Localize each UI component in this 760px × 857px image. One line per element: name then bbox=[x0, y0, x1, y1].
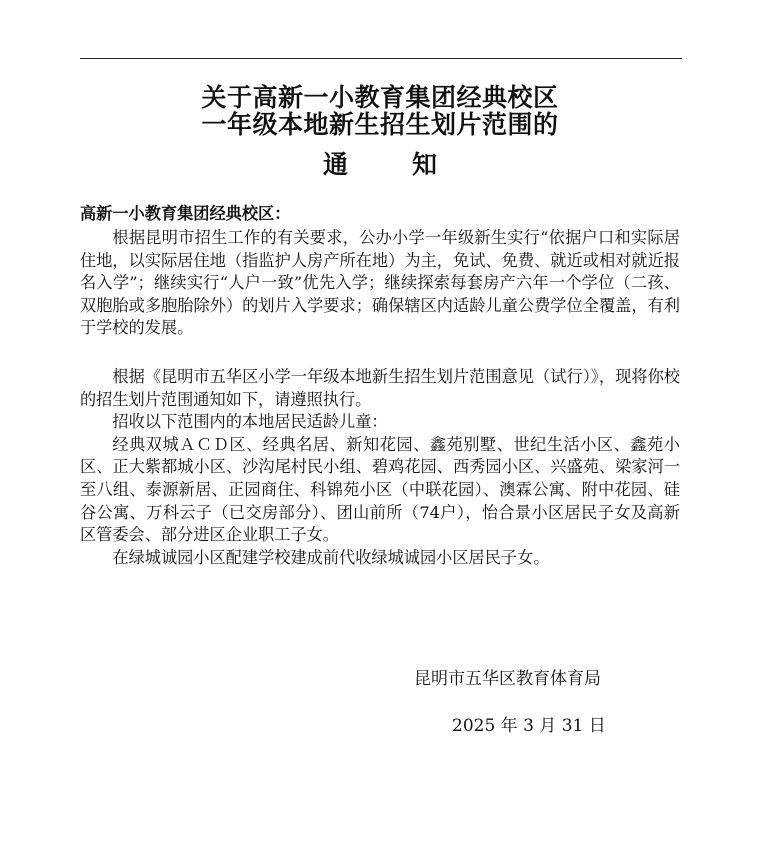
notice-heading bbox=[80, 150, 680, 180]
body-section-2 bbox=[80, 366, 680, 569]
notice-char-2: 知 bbox=[412, 150, 438, 179]
body-section-1 bbox=[80, 227, 680, 340]
salutation: 高新一小教育集团经典校区： bbox=[80, 204, 291, 223]
paragraph-enrollment-intro: 招收以下范围内的本地居民适龄儿童： bbox=[112, 412, 388, 432]
paragraph-temporary-enrollment: 在绿城诚园小区配建学校建成前代收绿城诚园小区居民子女。 bbox=[112, 547, 550, 567]
paragraph-enrollment-areas: 经典双城ＡＣＤ区、经典名居、新知花园、鑫苑别墅、世纪生活小区、鑫苑小区、正大紫都城小区、沙沟尾村民小组、碧鸡花园、西秀园小区、兴盛苑、梁家河一至八组、泰源新居、正园商住、科锦苑小区（中联花园）、澳霖公寓、附中花园、硅谷公寓、万科云子（已交房部分）、团山前所（74户），怡合景小区居民子女及高新区管委会、部分进区企业职工子女。 bbox=[80, 434, 680, 545]
signature-organization: 昆明市五华区教育体育局 bbox=[414, 669, 601, 689]
notice-char-1: 通 bbox=[322, 150, 348, 179]
header-rule bbox=[80, 58, 682, 59]
paragraph-basis: 根据《昆明市五华区小学一年级本地新生招生划片范围意见（试行）》，现将你校的招生划片范围通知如下，请遵照执行。 bbox=[80, 367, 680, 409]
document-title-line-1: 关于高新一小教育集团经典校区 bbox=[201, 83, 559, 112]
document-title-line-2: 一年级本地新生招生划片范围的 bbox=[201, 110, 559, 139]
signature-date: 2025 年 3 月 31 日 bbox=[452, 716, 606, 736]
paragraph-requirements: 根据昆明市招生工作的有关要求，公办小学一年级新生实行“依据户口和实际居住地，以实际居住地（指监护人房产所在地）为主，免试、免费、就近或相对就近报名入学”；继续实行“人户一致”优先入学；继续探索每套房产六年一个学位（二孩、双胞胎或多胞胎除外）的划片入学要求；确保辖区内适龄儿童公费学位全覆盖，有利于学校的发展。 bbox=[80, 228, 680, 338]
